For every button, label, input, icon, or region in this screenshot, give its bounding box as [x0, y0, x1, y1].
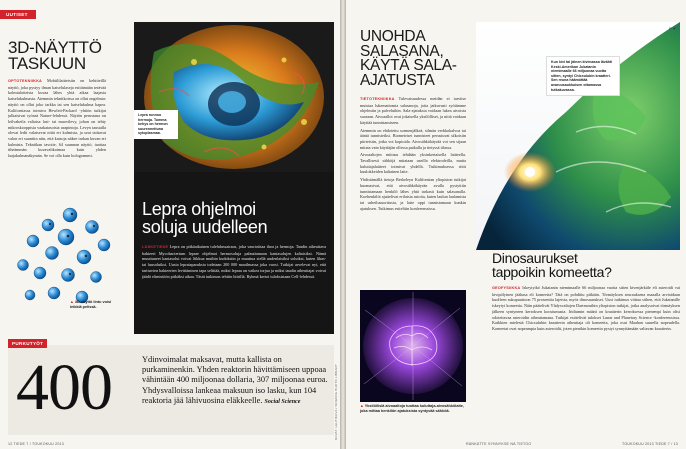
purkutyot-box: [8, 341, 334, 435]
story-password: [360, 30, 466, 316]
right-footer-center: RÄNKÄTTE SYNNYKSE NÄ TIETOO: [466, 442, 532, 446]
password-body: TIETOTEKNIIKKA Tulevaisuudessa meidän ei tarvitse muistaa lukemattomia salasanoja, joita jatkuvasti syötämme ohjelmiin ja palveluihin. Sala-ajatuksia voidaan lukea aivoista suoraan. Aivoaallot ovat jokaisella yksilölliset, ja niitä voidaan käyttää tunnistamiseen. Aiemmin on ehdotettu sormenjälkeä, silmän verkkokalvoa tai ääntä tunnisteiksi. Biometriset tunnisteet perustuvat ulkoisiin piirteisiin, jotka voi kopioida. Aivosähkökäyrää voi sen sijaan mitata vain käyttäjän ollessa paikalla ja tietyssä tilassa. Aivoaaltojen mittaus tehdään yksinkertaisella laitteella. Tavallisesti sähköjä mitataan useilla elektrodeilla, mutta kuluttajalaitteet toimivat yhdellä. Tutkimuksessa riitti kuulokkeiden kaltainen laite. Yhdistämällä tietoja Berkeleyn Kalifornian yliopiston tutkijat huomasivat, että aivosähkökäyrän avulla pystyttiin tunnistamaan henkilö lähes yhtä tarkasti kuin salasanalla. Koehenkilöt ajattelivat erilaisia asioita, kuten laulun laulamista tai urheilusuoritusta, ja laite oppi tunnistamaan kunkin ajatuksen. Tutkimus esiteltiin konferenssissa.: [360, 96, 466, 211]
right-page: [346, 0, 686, 449]
droplets-caption: ▲ 3D-näyttö lintu voisi leikkiä pelissä.: [70, 300, 112, 309]
lepra-headline: Lepra ohjelmoi soluja uudelleen: [142, 199, 268, 237]
lepra-image-caption: Lepra runnoo hermoja. Tumma kehys on hermon suurennettuna sytoplasmaa.: [134, 110, 178, 139]
lepra-microscope-image: [134, 22, 334, 172]
purkutyot-tag: PURKUTYÖT: [8, 339, 47, 348]
purkutyot-source: Social Science: [264, 398, 301, 405]
page-flag: P ✦: [668, 26, 676, 31]
planet-caption: Kun kivi tai jäinen kivimassa lävähti Keski-Amerikan Jukatanin niemimaalle 66 miljoonaa vuotta sitten, syntyi Chicxulubin kraatteri. Sen reuna häämöttää avaruusaukkuisen ottamassa tutkakuvassa.: [546, 56, 620, 96]
lepra-body: LÄÄKETIEDE Lepra on pitkäaikainen tulehdussairaus, joka vaurioittaa ihoa ja hermoja. Taudin aiheuttava bakteeri Mycobacterium leprae ohjelmoi hermosoluja palauttamaan kantasolujen kaltaisiksi. Nämä muuttuneet kantasolut voivat liikkua muihin kudoksiin ja muuttua siellä uudenlaisiksi soluiksi, kuten lihas- tai luusoluiksi. Uusia leprataparuksia todetaan 200 000 maailmassa joka vuosi. Tutkijat arvelevat nyt, että tarttuvien bakteerien levittämisen tapa selittää, miksi lepraa on vaikea torjua ja miksi taudin aiheuttajat voivat jäädä elimistöön pitkäksi aikaa. Tästä tutkimus tehtiin hiirillä. Ryhmä kertoi tuloksistaan Cell-lehdessä.: [142, 244, 326, 279]
story-3d-body: OPTOTEKNIIKKA Mobiililaitteisiin on kehitteillä näyttö, joka pystyy ilman katselulaseja esittämään terävää kolmiulotteista kuvaa lähes yhtä aikaa laajasta katselukulmasta. Aiemmin tekniikoissa on ollut ongelmia: näyttö on ollut joko tarkka tai sen katselukulma kapea. Kaliforniassa toimiva Hewlett-Packard -yhtiön tutkijat julkaisivat työnsä Nature-lehdessä. Näytön perustana on leilvakeila valtaisa lasi- tai muovilevy, johon on tehty mikroskooppisia vaakatasoisia urapintoja. Levyn taustalla olevat ledit valaisevat niitä eri kulmista, ja urat taittavat valon eri suuntiin niin, että katsoja näkee tarkan kuvan eri kulmista. Tekniikan tavoite, 64 suunnan näyttö, tuottaa tiheämmän kuvavalikoimaa kuin yhden laajakulmanäkymän. Se voi olla kuin hologrammi.: [8, 78, 106, 159]
left-footer: 12 TIEDE 7 / TOUKOKUU 2013: [8, 442, 64, 446]
left-page: [0, 0, 340, 449]
story-3d-headline: 3D-NÄYTTÖ TASKUUN: [8, 38, 102, 73]
dino-body: GEOFYSIIKKA Iskeytyikö Jukatanin niemimaalle 66 miljoonaa vuotta sitten kivenjärkäle eli asteroidi vai kivipölyinen jääkasa eli komeetta? Tätä on pohdittu pitkään. Törmäyksen seurauksena maaalla arvioidaan kuolleen sukupuuttoon 75 prosenttia lajeista, myös dinosaurukset. Uusi tutkimus viittaa siihen, että Jukatanille iskeytyi komeetta. Näin päätelivät Yhdysvaltojen Dartmouthin yliopiston tutkijat, jotka analysoivat törmäyksen jälkeen syntyneen kerroksen koostumusta. Iridiumin määrä on kraatterin kerroksessa pienempi kuin olisi odotettavaa asteroidin aiheuttamana. Tutkijat esittelivät tulokset Lunar and Planetary Science -konferenssissa. Kaikkien mielestä Chicxulubin kraatterin aiheuttaja oli komeetta, joka osui Maahan suurella nopeudella. Komeetat ovat nopeampia kuin asteroidit, joten pienikin komeetta pystyi synnyttämään valtavan kraatterin.: [492, 285, 680, 331]
photo-credits: KUVAT: LEHTIKUVA / SCIENCE PHOTO LIBRARY: [334, 363, 338, 440]
dino-headline: Dinosaurukset tappoikin komeetta?: [492, 250, 612, 280]
brain-image: [360, 290, 466, 402]
planet-image: [476, 22, 680, 250]
story-dinosaurs: [492, 252, 680, 425]
brain-caption: ▲ Yksilöllisiä aivoaaltoja tuottaa kuluttaja-aivosähkölaite, joka mittaa henkilön ajatuksista syntyvää sähköä.: [360, 404, 464, 413]
right-footer: TOUKOKUU 2013 TIEDE 7 / 13: [621, 442, 678, 446]
big-number: 400: [16, 351, 112, 424]
purkutyot-body: Ydinvoimalat maksavat, mutta kallista on purkaminenkin. Yhden reaktorin hävittämiseen uppoaa vähintään 400 miljoonaa dollaria, 307 miljoonaa euroa. Yhdysvalloissa lankeaa maksuun iso lasku, kun 104 reaktoria jää lähivuosina eläkkeelle. Social Science: [142, 355, 328, 405]
password-headline: UNOHDA SALASANA, KÄYTÄ SALA- AJATUSTA: [360, 28, 457, 89]
droplets-illustration: [8, 205, 118, 335]
lepra-panel: [134, 22, 334, 334]
section-tag: UUTISET: [0, 10, 36, 19]
